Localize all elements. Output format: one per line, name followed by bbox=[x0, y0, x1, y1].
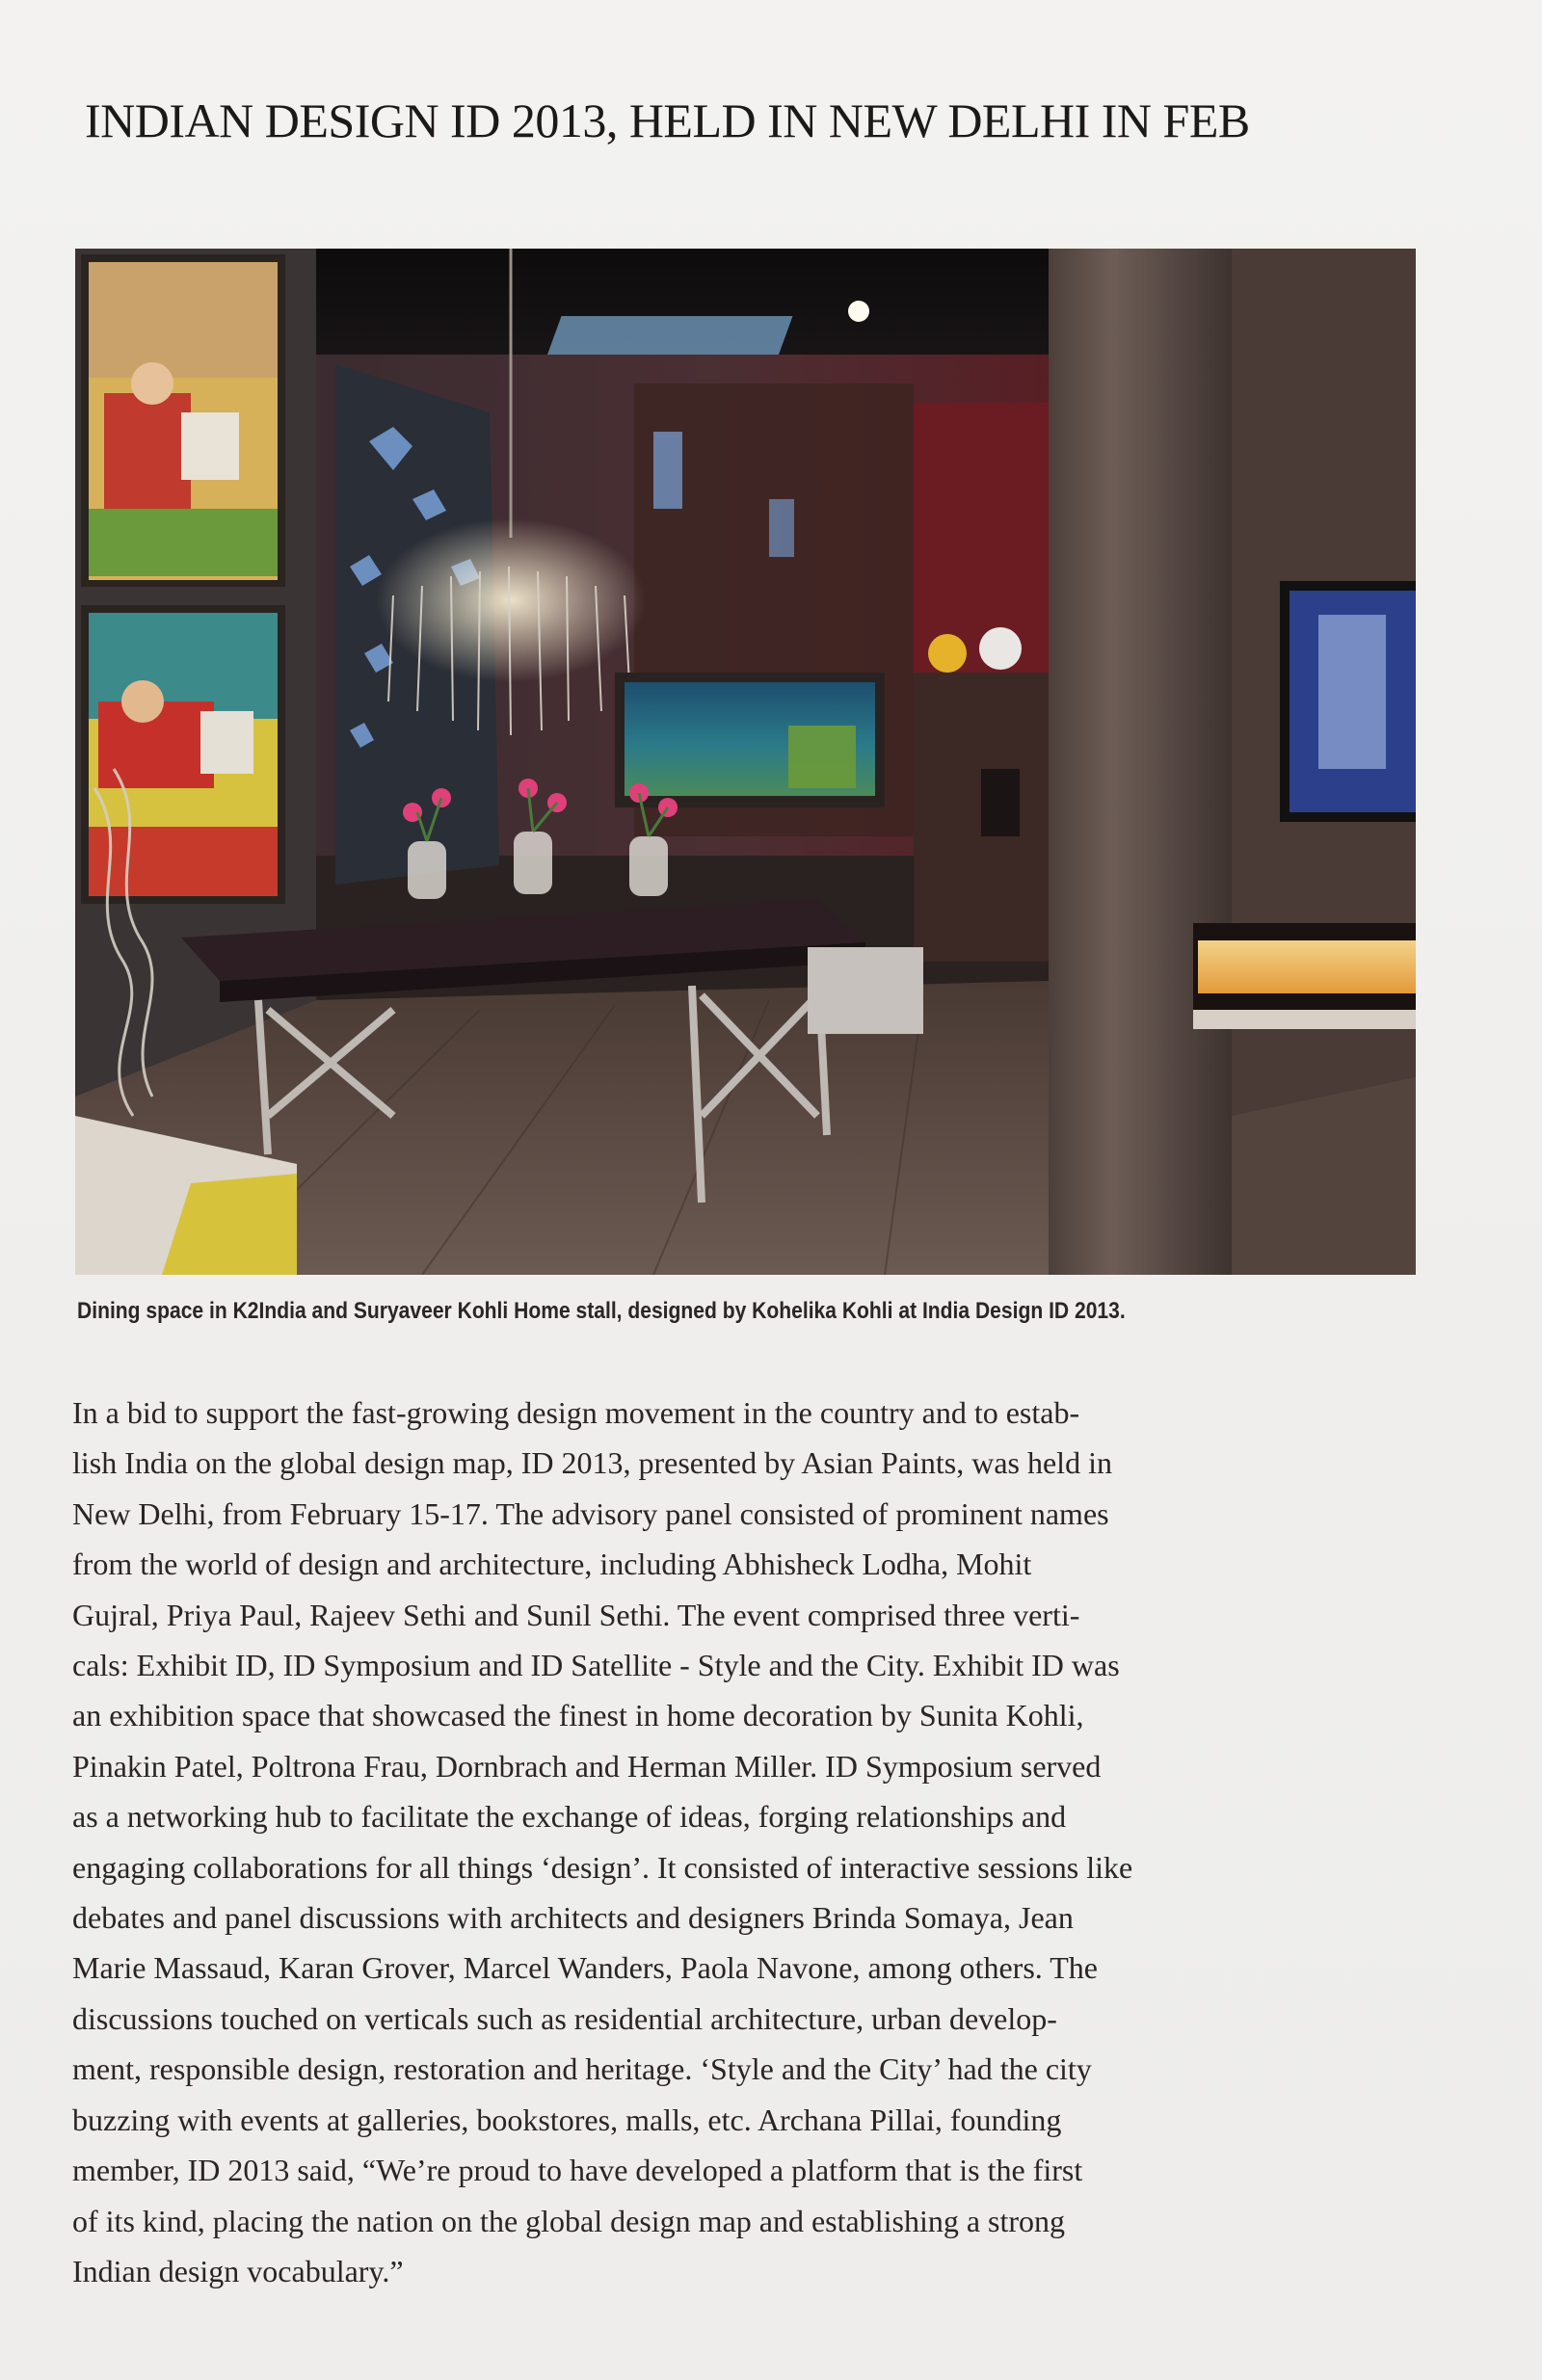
body-line: Gujral, Priya Paul, Rajeev Sethi and Sunil Sethi. The event comprised three verti- bbox=[72, 1597, 1080, 1632]
body-line: an exhibition space that showcased the finest in home decoration by Sunita Kohli, bbox=[72, 1698, 1084, 1733]
article-headline: INDIAN DESIGN ID 2013, HELD IN NEW DELHI IN FEB bbox=[85, 93, 1250, 147]
body-line: from the world of design and architecture, including Abhisheck Lodha, Mohit bbox=[72, 1547, 1032, 1582]
body-line: discussions touched on verticals such as residential architecture, urban develop- bbox=[72, 2000, 1057, 2036]
dining-space-photo bbox=[75, 249, 1416, 1275]
body-line: cals: Exhibit ID, ID Symposium and ID Satellite - Style and the City. Exhibit ID was bbox=[72, 1648, 1120, 1683]
body-line: lish India on the global design map, ID 2013, presented by Asian Paints, was held in bbox=[72, 1445, 1112, 1481]
body-line: Pinakin Patel, Poltrona Frau, Dornbrach and Herman Miller. ID Symposium served bbox=[72, 1748, 1102, 1784]
article-body bbox=[72, 1388, 1441, 2296]
dining-space-illustration bbox=[75, 249, 1416, 1275]
body-line: debates and panel discussions with architects and designers Brinda Somaya, Jean bbox=[72, 1900, 1074, 1936]
body-line: buzzing with events at galleries, bookstores, malls, etc. Archana Pillai, founding bbox=[72, 2102, 1062, 2137]
body-line: New Delhi, from February 15-17. The advisory panel consisted of prominent names bbox=[72, 1495, 1109, 1531]
body-line: engaging collaborations for all things ‘design’. It consisted of interactive sessions like bbox=[72, 1849, 1133, 1885]
body-line: of its kind, placing the nation on the global design map and establishing a strong bbox=[72, 2203, 1066, 2238]
body-line: In a bid to support the fast-growing design movement in the country and to estab- bbox=[72, 1395, 1080, 1430]
body-line: ment, responsible design, restoration and heritage. ‘Style and the City’ had the city bbox=[72, 2051, 1092, 2087]
body-line: member, ID 2013 said, “We’re proud to have developed a platform that is the first bbox=[72, 2153, 1083, 2188]
body-line: Marie Massaud, Karan Grover, Marcel Wanders, Paola Navone, among others. The bbox=[72, 1950, 1098, 1986]
photo-caption: Dining space in K2India and Suryaveer Kohli Home stall, designed by Kohelika Kohli at India Design ID 2013. bbox=[77, 1298, 1126, 1324]
body-line: as a networking hub to facilitate the exchange of ideas, forging relationships and bbox=[72, 1799, 1067, 1835]
body-line: Indian design vocabulary.” bbox=[72, 2253, 404, 2288]
